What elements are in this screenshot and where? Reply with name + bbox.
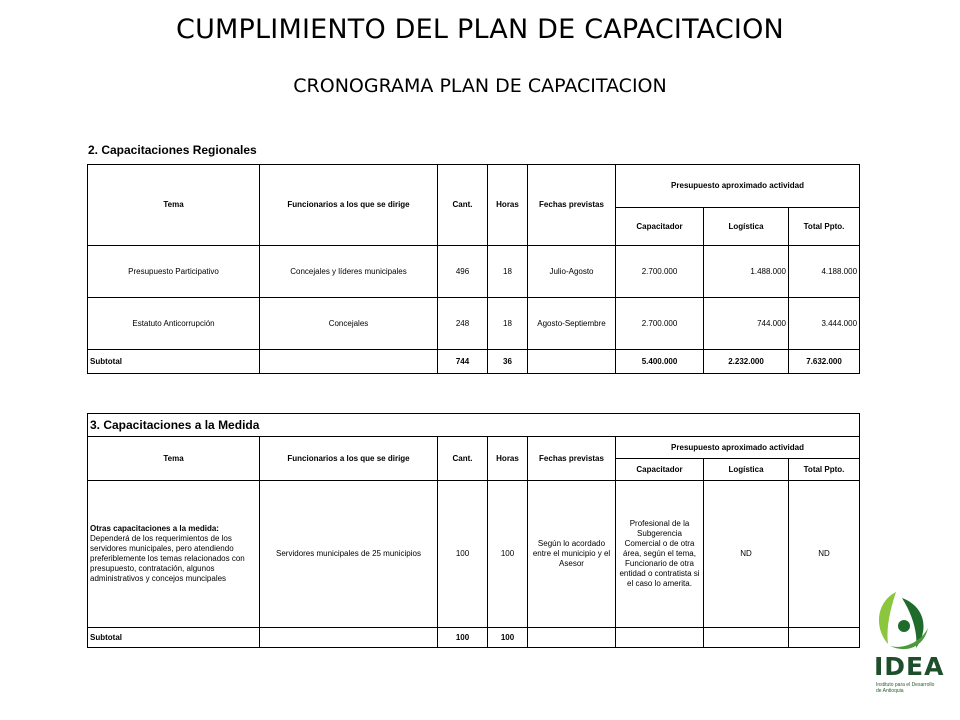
cell-capacitador: 2.700.000 [616, 298, 704, 350]
subtotal-empty [528, 350, 616, 374]
subtotal-horas: 36 [488, 350, 528, 374]
header-capacitador: Capacitador [616, 459, 704, 481]
cell-horas: 100 [488, 481, 528, 628]
cell-fechas: Según lo acordado entre el municipio y el Asesor [528, 481, 616, 628]
cell-cant: 496 [438, 246, 488, 298]
cell-tema: Presupuesto Participativo [88, 246, 260, 298]
tema-title: Otras capacitaciones a la medida: [90, 524, 219, 533]
page-subtitle: CRONOGRAMA PLAN DE CAPACITACION [293, 75, 667, 97]
cell-fechas: Julio-Agosto [528, 246, 616, 298]
cell-funcionarios: Concejales y líderes municipales [260, 246, 438, 298]
section2-label: 2. Capacitaciones Regionales [88, 143, 257, 157]
subtotal-empty [789, 628, 860, 648]
table-row [88, 481, 860, 628]
subtotal-empty [260, 350, 438, 374]
cell-funcionarios: Servidores municipales de 25 municipios [260, 481, 438, 628]
subtotal-empty [704, 628, 789, 648]
header-horas: Horas [488, 437, 528, 481]
section3-label: 3. Capacitaciones a la Medida [88, 414, 860, 437]
subtotal-label: Subtotal [88, 350, 260, 374]
header-fechas: Fechas previstas [528, 165, 616, 246]
cell-tema [88, 481, 260, 628]
header-fechas: Fechas previstas [528, 437, 616, 481]
subtotal-total: 7.632.000 [789, 350, 860, 374]
header-total: Total Ppto. [789, 459, 860, 481]
header-presupuesto: Presupuesto aproximado actividad [616, 437, 860, 459]
header-funcionarios: Funcionarios a los que se dirige [260, 437, 438, 481]
header-tema: Tema [88, 165, 260, 246]
cell-funcionarios: Concejales [260, 298, 438, 350]
subtotal-empty [528, 628, 616, 648]
cell-capacitador: 2.700.000 [616, 246, 704, 298]
logo-tagline: Instituto para el Desarrollo de Antioquia [876, 682, 935, 694]
cell-logistica: 744.000 [704, 298, 789, 350]
subtotal-cant: 744 [438, 350, 488, 374]
tema-body: Dependerá de los requerimientos de los servidores municipales, pero atendiendo preferiblemente los temas relacionados con presupuesto, contratación, algunos administrativos y concejos muncipales [90, 534, 245, 583]
cell-logistica: ND [704, 481, 789, 628]
header-logistica: Logística [704, 459, 789, 481]
cell-total: ND [789, 481, 860, 628]
cell-cant: 100 [438, 481, 488, 628]
subtotal-capacitador: 5.400.000 [616, 350, 704, 374]
header-funcionarios: Funcionarios a los que se dirige [260, 165, 438, 246]
cell-horas: 18 [488, 298, 528, 350]
header-tema: Tema [88, 437, 260, 481]
subtotal-logistica: 2.232.000 [704, 350, 789, 374]
subtotal-label: Subtotal [88, 628, 260, 648]
cell-horas: 18 [488, 246, 528, 298]
table-row [88, 246, 860, 298]
custom-table [87, 413, 860, 648]
cell-logistica: 1.488.000 [704, 246, 789, 298]
subtotal-cant: 100 [438, 628, 488, 648]
header-horas: Horas [488, 165, 528, 246]
header-cant: Cant. [438, 437, 488, 481]
header-capacitador: Capacitador [616, 208, 704, 246]
table-row [88, 298, 860, 350]
cell-tema: Estatuto Anticorrupción [88, 298, 260, 350]
subtotal-row [88, 350, 860, 374]
header-logistica: Logística [704, 208, 789, 246]
logo-name: IDEA [874, 652, 945, 681]
header-presupuesto: Presupuesto aproximado actividad [616, 165, 860, 208]
cell-total: 3.444.000 [789, 298, 860, 350]
header-cant: Cant. [438, 165, 488, 246]
subtotal-empty [616, 628, 704, 648]
subtotal-empty [260, 628, 438, 648]
subtotal-row [88, 628, 860, 648]
regional-table [87, 164, 860, 374]
cell-cant: 248 [438, 298, 488, 350]
cell-total: 4.188.000 [789, 246, 860, 298]
subtotal-horas: 100 [488, 628, 528, 648]
header-total: Total Ppto. [789, 208, 860, 246]
cell-capacitador: Profesional de la Subgerencia Comercial o de otra área, según el tema, Funcionario de otra entidad o contratista si el caso lo amerita. [616, 481, 704, 628]
page-title: CUMPLIMIENTO DEL PLAN DE CAPACITACION [176, 14, 784, 45]
cell-fechas: Agosto-Septiembre [528, 298, 616, 350]
